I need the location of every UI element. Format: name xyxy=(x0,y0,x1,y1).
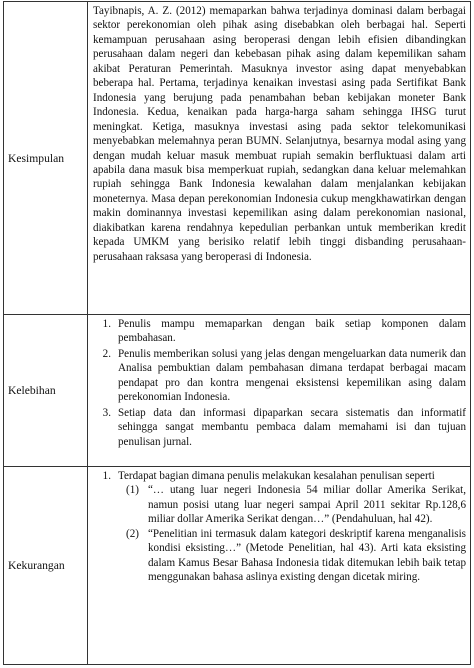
row-content xyxy=(88,467,471,665)
row-kekurangan xyxy=(4,467,471,665)
list-item: 2. Penulis memberikan solusi yang jelas dengan mengeluarkan data numerik dan Analisa pembuktian dalam pembahasan dimana terdapat berbagai macam pendapat pro dan kontra mengenai eksistensi kepemilikan asing dalam perekonomian Indonesia. xyxy=(102,347,466,404)
summary-paragraph: Tayibnapis, A. Z. (2012) memaparkan bahwa terjadinya dominasi dalam berbagai sektor perekonomian oleh pihak asing disebabkan oleh berbagai hal. Seperti kemampuan perusahaan asing beroperasi dengan lebih efisien dibandingkan perusahaan dalam negeri dan kebebasan pihak asing dalam kepemilikan saham akibat Peraturan Pemerintah. Masuknya investor asing dapat menyebabkan beberapa hal. Pertama, terjadinya kenaikan investasi asing pada Sertifikat Bank Indonesia yang berujung pada penambahan beban kebijakan moneter Bank Indonesia. Kedua, kenaikan pada harga-harga saham sehingga IHSG turut meningkat. Ketiga, masuknya investasi asing pada sektor telekomunikasi menyebabkan melemahnya peran BUMN. Selanjutnya, besarnya modal asing yang dengan mudah keluar masuk membuat rupiah semakin berfluktuasi dalam arti apabila dana masuk bisa memperkuat rupiah, sedangkan dana keluar melemahkan rupiah sehingga Bank Indonesia kewalahan dalam menjalankan kebijakan moneternya. Masa depan perekonomian Indonesia cukup mengkhawatirkan dengan makin dominannya investasi kepemilikan asing dalam perekonomian nasional, diakibatkan karena rendahnya kepedulian perbankan untuk memberikan kredit kepada UMKM yang berisiko relatif lebih tinggi disbanding perusahaan-perusahaan raksasa yang beroperasi di Indonesia. xyxy=(93,5,466,263)
row-kesimpulan xyxy=(4,2,471,315)
row-content xyxy=(88,315,471,467)
row-content xyxy=(88,2,471,315)
sublist xyxy=(118,483,466,584)
row-label: Kekurangan xyxy=(4,467,88,665)
sublist-item: (2) “Penelitian ini termasuk dalam kategori deskriptif karena menganalisis kondisi eksisting…” (Metode Penelitian, hal 43). Arti kata eksisting dalam Kamus Besar Bahasa Indonesia tidak ditemukan lebih baik tetap menggunakan bahasa aslinya existing dengan dicetak miring. xyxy=(126,527,466,584)
weaknesses-list xyxy=(93,469,466,585)
review-table xyxy=(3,1,471,665)
row-kelebihan xyxy=(4,315,471,467)
strengths-list xyxy=(93,317,466,449)
row-label: Kelebihan xyxy=(4,315,88,467)
row-label: Kesimpulan xyxy=(4,2,88,315)
list-item: 1. Penulis mampu memaparkan dengan baik setiap komponen dalam pembahasan. xyxy=(102,318,466,345)
sublist-item: (1) “… utang luar negeri Indonesia 54 miliar dollar Amerika Serikat, namun posisi utang luar negeri sampai April 2011 sekitar Rp.128,6 miliar dollar Amerika Serikat dengan…” (Pendahuluan, hal 42). xyxy=(126,484,466,526)
list-item-text: Terdapat bagian dimana penulis melakukan kesalahan penulisan seperti xyxy=(118,470,435,482)
list-item: 1. Terdapat bagian dimana penulis melakukan kesalahan penulisan seperti (1) “… utang luar negeri Indonesia 54 miliar dollar Amerika Serikat, namun posisi utang luar negeri sampai April 2011 sekitar Rp.128,6 miliar dollar Amerika Serikat dengan…” (Pendahuluan, hal 42). (2) “Penelitian ini termasuk dalam kategori deskriptif karena menganalisis kondisi eksisting…” (Metode Penelitian, hal 43). Arti kata eksisting dalam Kamus Besar Bahasa Indonesia tidak ditemukan lebih baik tetap menggunakan bahasa aslinya existing dengan dicetak miring. xyxy=(102,470,466,584)
list-item: 3. Setiap data dan informasi dipaparkan secara sistematis dan informatif sehingga sangat membantu pembaca dalam memahami isi dan tujuan penulisan jurnal. xyxy=(102,406,466,448)
